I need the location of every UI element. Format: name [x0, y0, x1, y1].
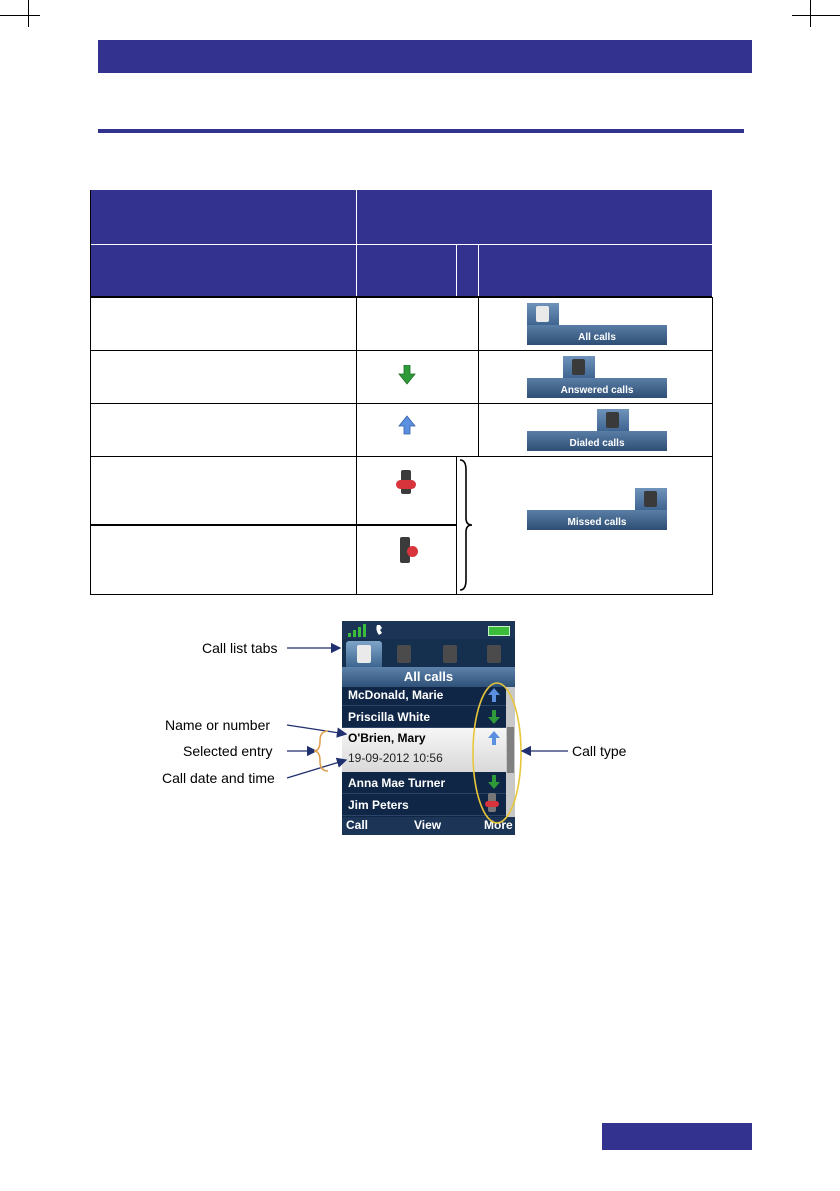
tab-label: Missed calls: [567, 517, 627, 528]
callout-call-list-tabs: Call list tabs: [202, 640, 278, 656]
entry-name: Jim Peters: [348, 798, 409, 812]
softkey-center[interactable]: View: [414, 818, 442, 832]
tab-title: All calls: [342, 667, 515, 687]
callout-selected-entry: Selected entry: [183, 743, 273, 759]
entry-name: McDonald, Marie: [348, 688, 444, 702]
tab-label: Answered calls: [560, 385, 634, 396]
tab-label: All calls: [578, 332, 616, 343]
tab-label: Dialed calls: [569, 438, 625, 449]
callout-name-or-number: Name or number: [165, 717, 271, 733]
entry-datetime: 19-09-2012 10:56: [348, 751, 443, 765]
softkey-left[interactable]: Call: [346, 818, 369, 832]
entry-name: O'Brien, Mary: [348, 731, 426, 745]
softkey-right[interactable]: More: [484, 818, 513, 832]
callout-call-date-time: Call date and time: [162, 770, 275, 786]
entry-name: Priscilla White: [348, 710, 431, 724]
callout-call-type: Call type: [572, 743, 627, 759]
entry-name: Anna Mae Turner: [348, 776, 446, 790]
footer-page-box: [602, 1123, 752, 1150]
